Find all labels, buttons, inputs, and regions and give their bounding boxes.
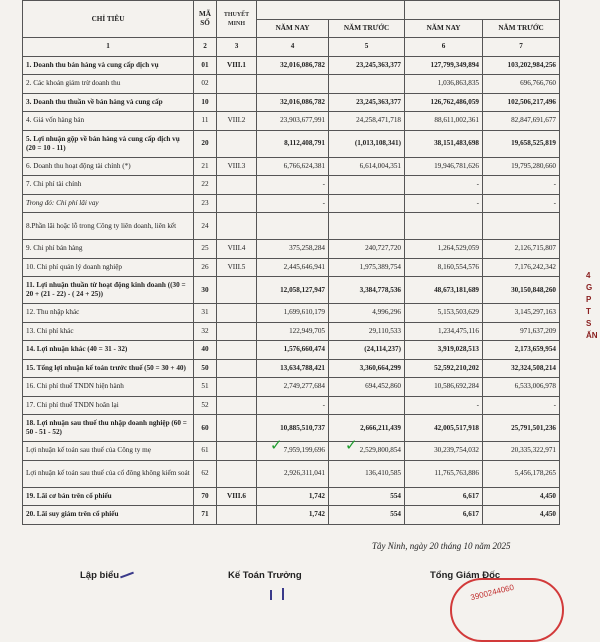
row-code: 01 xyxy=(194,56,217,75)
row-label: 3. Doanh thu thuần về bán hàng và cung cấp xyxy=(23,93,194,112)
place-date: Tây Ninh, ngày 20 tháng 10 năm 2025 xyxy=(372,541,511,551)
row-note: VIII.1 xyxy=(217,56,257,75)
header-chi-tieu: CHỈ TIÊU xyxy=(23,1,194,38)
value-ytd-current: 5,153,503,629 xyxy=(405,304,483,323)
value-ytd-current: 6,617 xyxy=(405,487,483,506)
value-ytd-current: 6,617 xyxy=(405,506,483,525)
column-number: 5 xyxy=(329,38,405,57)
edge-fragment: 4 xyxy=(586,271,591,280)
value-quarter-current: 122,949,705 xyxy=(257,322,329,341)
row-label: 18. Lợi nhuận sau thuế thu nhập doanh nghiệp (60 = 50 - 51 - 52) xyxy=(23,415,194,442)
row-code: 32 xyxy=(194,322,217,341)
value-ytd-current: 1,036,863,835 xyxy=(405,75,483,94)
value-ytd-current: 38,151,483,698 xyxy=(405,130,483,157)
row-code: 26 xyxy=(194,258,217,277)
page-edge-fragments xyxy=(586,270,600,390)
value-quarter-current: 12,058,127,947 xyxy=(257,277,329,304)
value-quarter-prior xyxy=(329,194,405,213)
value-ytd-current: 126,762,486,059 xyxy=(405,93,483,112)
value-quarter-prior: 4,996,296 xyxy=(329,304,405,323)
value-quarter-prior: 554 xyxy=(329,487,405,506)
row-label: 15. Tổng lợi nhuận kế toán trước thuế (50 = 30 + 40) xyxy=(23,359,194,378)
row-note: VIII.6 xyxy=(217,487,257,506)
value-ytd-prior: 32,324,508,214 xyxy=(483,359,560,378)
row-code: 71 xyxy=(194,506,217,525)
column-number: 1 xyxy=(23,38,194,57)
row-label: 2. Các khoản giảm trừ doanh thu xyxy=(23,75,194,94)
table-row xyxy=(23,378,560,397)
row-code: 62 xyxy=(194,460,217,487)
value-ytd-prior xyxy=(483,213,560,240)
row-code: 30 xyxy=(194,277,217,304)
value-ytd-prior: - xyxy=(483,194,560,213)
value-quarter-current: 2,926,311,041 xyxy=(257,460,329,487)
statement-body xyxy=(23,56,560,524)
row-label: 5. Lợi nhuận gộp về bán hàng và cung cấp dịch vụ (20 = 10 - 11) xyxy=(23,130,194,157)
row-code: 40 xyxy=(194,341,217,360)
row-note xyxy=(217,93,257,112)
signer-preparer: Lập biểu xyxy=(80,570,120,581)
row-label: 10. Chi phí quản lý doanh nghiệp xyxy=(23,258,194,277)
value-ytd-prior: 4,450 xyxy=(483,487,560,506)
value-quarter-prior: (24,114,237) xyxy=(329,341,405,360)
header-ytd-group xyxy=(405,1,560,20)
row-label: Trong đó: Chi phí lãi vay xyxy=(23,194,194,213)
row-label: 16. Chi phí thuế TNDN hiện hành xyxy=(23,378,194,397)
header-thuyet-minh xyxy=(217,1,257,38)
value-ytd-prior: 30,150,848,260 xyxy=(483,277,560,304)
row-label: 12. Thu nhập khác xyxy=(23,304,194,323)
row-note xyxy=(217,75,257,94)
value-ytd-current: 11,765,763,886 xyxy=(405,460,483,487)
table-row xyxy=(23,277,560,304)
value-quarter-current: 32,016,086,782 xyxy=(257,56,329,75)
header-thuyet-minh-label: THUYẾT MINH xyxy=(223,12,250,27)
value-quarter-current xyxy=(257,75,329,94)
value-quarter-current: - xyxy=(257,176,329,195)
row-code: 24 xyxy=(194,213,217,240)
column-number: 4 xyxy=(257,38,329,57)
value-quarter-current: 32,016,086,782 xyxy=(257,93,329,112)
row-code: 61 xyxy=(194,442,217,461)
row-note: VIII.4 xyxy=(217,240,257,259)
header-quy-nay: NĂM NAY xyxy=(257,19,329,38)
value-quarter-prior: 23,245,363,377 xyxy=(329,56,405,75)
row-code: 50 xyxy=(194,359,217,378)
row-code: 02 xyxy=(194,75,217,94)
value-ytd-prior: 102,506,217,496 xyxy=(483,93,560,112)
row-label: 4. Giá vốn hàng bán xyxy=(23,112,194,131)
value-ytd-current: - xyxy=(405,194,483,213)
row-label: 6. Doanh thu hoạt động tài chính (*) xyxy=(23,157,194,176)
value-ytd-current xyxy=(405,213,483,240)
row-label: 17. Chi phí thuế TNDN hoãn lại xyxy=(23,396,194,415)
value-ytd-current: 10,586,692,284 xyxy=(405,378,483,397)
column-number: 7 xyxy=(483,38,560,57)
value-quarter-prior: 3,360,664,299 xyxy=(329,359,405,378)
row-code: 21 xyxy=(194,157,217,176)
table-row xyxy=(23,442,560,461)
value-quarter-prior: 29,110,533 xyxy=(329,322,405,341)
row-note xyxy=(217,415,257,442)
table-row xyxy=(23,56,560,75)
value-ytd-current: 52,592,210,202 xyxy=(405,359,483,378)
value-quarter-prior: 2,666,211,439 xyxy=(329,415,405,442)
value-ytd-current: 30,239,754,032 xyxy=(405,442,483,461)
value-ytd-prior: 19,658,525,819 xyxy=(483,130,560,157)
value-ytd-prior: 2,126,715,807 xyxy=(483,240,560,259)
table-row xyxy=(23,396,560,415)
value-ytd-current: 42,005,517,918 xyxy=(405,415,483,442)
table-row xyxy=(23,304,560,323)
row-note xyxy=(217,304,257,323)
value-quarter-prior: 23,245,363,377 xyxy=(329,93,405,112)
table-row xyxy=(23,130,560,157)
value-quarter-prior xyxy=(329,396,405,415)
column-number: 6 xyxy=(405,38,483,57)
row-note xyxy=(217,277,257,304)
row-note xyxy=(217,378,257,397)
header-luy-ke-truoc: NĂM TRƯỚC xyxy=(483,19,560,38)
value-quarter-prior: (1,013,108,341) xyxy=(329,130,405,157)
table-row xyxy=(23,112,560,131)
signature-stroke xyxy=(120,572,134,579)
table-row xyxy=(23,359,560,378)
row-code: 23 xyxy=(194,194,217,213)
row-note xyxy=(217,194,257,213)
value-ytd-prior: 2,173,659,954 xyxy=(483,341,560,360)
value-quarter-current: 13,634,788,421 xyxy=(257,359,329,378)
row-code: 11 xyxy=(194,112,217,131)
table-row xyxy=(23,93,560,112)
row-code: 60 xyxy=(194,415,217,442)
row-label: 19. Lãi cơ bản trên cổ phiếu xyxy=(23,487,194,506)
table-header-row xyxy=(23,1,560,20)
value-quarter-prior xyxy=(329,176,405,195)
value-quarter-current: 1,742 xyxy=(257,506,329,525)
value-ytd-prior: 4,450 xyxy=(483,506,560,525)
value-quarter-prior: 136,410,585 xyxy=(329,460,405,487)
stamp-number: 3900244060 xyxy=(469,582,515,603)
value-ytd-prior: 82,847,691,677 xyxy=(483,112,560,131)
value-ytd-current: - xyxy=(405,396,483,415)
row-label: 13. Chi phí khác xyxy=(23,322,194,341)
row-code: 31 xyxy=(194,304,217,323)
value-quarter-prior: 694,452,860 xyxy=(329,378,405,397)
value-quarter-current: 23,903,677,991 xyxy=(257,112,329,131)
value-ytd-current: 8,160,554,576 xyxy=(405,258,483,277)
value-ytd-prior: 971,637,209 xyxy=(483,322,560,341)
value-ytd-current: 48,673,181,689 xyxy=(405,277,483,304)
row-note xyxy=(217,506,257,525)
value-quarter-current: 7,959,199,696 xyxy=(257,442,329,461)
value-ytd-prior: 5,456,178,265 xyxy=(483,460,560,487)
table-row xyxy=(23,341,560,360)
row-code: 51 xyxy=(194,378,217,397)
row-code: 52 xyxy=(194,396,217,415)
value-ytd-prior: 103,202,984,256 xyxy=(483,56,560,75)
row-note: VIII.2 xyxy=(217,112,257,131)
row-label: 9. Chi phí bán hàng xyxy=(23,240,194,259)
row-code: 22 xyxy=(194,176,217,195)
table-row xyxy=(23,157,560,176)
value-ytd-prior: 19,795,280,660 xyxy=(483,157,560,176)
row-code: 70 xyxy=(194,487,217,506)
value-ytd-current: 1,264,529,059 xyxy=(405,240,483,259)
row-note: VIII.5 xyxy=(217,258,257,277)
value-ytd-current: - xyxy=(405,176,483,195)
income-statement-table xyxy=(22,0,560,525)
signer-general-director: Tổng Giám Đốc xyxy=(430,570,501,581)
value-quarter-current: 8,112,408,791 xyxy=(257,130,329,157)
value-ytd-current: 127,799,349,894 xyxy=(405,56,483,75)
row-note xyxy=(217,341,257,360)
column-number: 3 xyxy=(217,38,257,57)
table-row xyxy=(23,322,560,341)
row-label: 14. Lợi nhuận khác (40 = 31 - 32) xyxy=(23,341,194,360)
value-quarter-current: - xyxy=(257,396,329,415)
row-note xyxy=(217,176,257,195)
row-label: Lợi nhuận kế toán sau thuế của Công ty mẹ xyxy=(23,442,194,461)
value-quarter-current: 6,766,624,381 xyxy=(257,157,329,176)
table-row xyxy=(23,460,560,487)
edge-fragment: ẤN xyxy=(586,331,598,340)
row-note: VIII.3 xyxy=(217,157,257,176)
row-note xyxy=(217,322,257,341)
row-label: 1. Doanh thu bán hàng và cung cấp dịch vụ xyxy=(23,56,194,75)
row-label: 11. Lợi nhuận thuần từ hoạt động kinh doanh ((30 = 20 + (21 - 22) - ( 24 + 25)) xyxy=(23,277,194,304)
value-ytd-prior: 20,335,322,971 xyxy=(483,442,560,461)
header-luy-ke-nay: NĂM NAY xyxy=(405,19,483,38)
value-quarter-prior: 1,975,389,754 xyxy=(329,258,405,277)
header-ma-so: MÃ SỐ xyxy=(194,1,217,38)
value-ytd-prior: 696,766,760 xyxy=(483,75,560,94)
value-ytd-prior: - xyxy=(483,396,560,415)
value-ytd-prior: 7,176,242,342 xyxy=(483,258,560,277)
value-quarter-prior: 3,384,778,536 xyxy=(329,277,405,304)
row-note xyxy=(217,213,257,240)
row-code: 10 xyxy=(194,93,217,112)
edge-fragment: G xyxy=(586,283,593,292)
check-mark-icon: ✓ xyxy=(345,436,358,454)
table-row xyxy=(23,415,560,442)
column-number: 2 xyxy=(194,38,217,57)
value-quarter-current: 2,749,277,684 xyxy=(257,378,329,397)
value-ytd-current: 1,234,475,116 xyxy=(405,322,483,341)
value-quarter-current: 1,742 xyxy=(257,487,329,506)
header-quarter-group xyxy=(257,1,405,20)
value-ytd-prior: 6,533,006,978 xyxy=(483,378,560,397)
table-row xyxy=(23,506,560,525)
table-row xyxy=(23,213,560,240)
value-quarter-current xyxy=(257,213,329,240)
column-number-row xyxy=(23,38,560,57)
edge-fragment: S xyxy=(586,319,592,328)
header-quy-truoc: NĂM TRƯỚC xyxy=(329,19,405,38)
value-ytd-prior: 3,145,297,163 xyxy=(483,304,560,323)
value-quarter-current: 10,885,510,737 xyxy=(257,415,329,442)
table-row xyxy=(23,487,560,506)
table-row xyxy=(23,258,560,277)
check-mark-icon: ✓ xyxy=(270,436,283,454)
signer-chief-accountant: Kế Toán Trưởng xyxy=(228,570,302,581)
value-quarter-prior xyxy=(329,213,405,240)
value-quarter-current: 2,445,646,941 xyxy=(257,258,329,277)
value-quarter-prior: 6,614,004,351 xyxy=(329,157,405,176)
signature-stroke xyxy=(282,588,284,600)
row-code: 25 xyxy=(194,240,217,259)
table-row xyxy=(23,176,560,195)
edge-fragment: P xyxy=(586,295,592,304)
value-quarter-current: 375,258,284 xyxy=(257,240,329,259)
signature-stroke xyxy=(270,590,272,600)
row-label: Lợi nhuận kế toán sau thuế của cổ đông không kiểm soát xyxy=(23,460,194,487)
table-row xyxy=(23,194,560,213)
row-code: 20 xyxy=(194,130,217,157)
value-quarter-prior: 2,529,800,854 xyxy=(329,442,405,461)
value-ytd-current: 19,946,781,626 xyxy=(405,157,483,176)
row-note xyxy=(217,359,257,378)
value-ytd-prior: 25,791,501,236 xyxy=(483,415,560,442)
row-note xyxy=(217,442,257,461)
row-label: 7. Chi phí tài chính xyxy=(23,176,194,195)
value-ytd-prior: - xyxy=(483,176,560,195)
row-note xyxy=(217,460,257,487)
value-quarter-prior: 240,727,720 xyxy=(329,240,405,259)
row-note xyxy=(217,130,257,157)
value-quarter-current: - xyxy=(257,194,329,213)
value-quarter-current: 1,699,610,179 xyxy=(257,304,329,323)
row-label: 20. Lãi suy giảm trên cổ phiếu xyxy=(23,506,194,525)
table-row xyxy=(23,240,560,259)
row-note xyxy=(217,396,257,415)
value-ytd-current: 88,611,002,361 xyxy=(405,112,483,131)
value-quarter-prior xyxy=(329,75,405,94)
table-row xyxy=(23,75,560,94)
value-ytd-current: 3,919,028,513 xyxy=(405,341,483,360)
value-quarter-prior: 24,258,471,718 xyxy=(329,112,405,131)
edge-fragment: T xyxy=(586,307,591,316)
value-quarter-prior: 554 xyxy=(329,506,405,525)
row-label: 8.Phần lãi hoặc lỗ trong Công ty liên doanh, liên kết xyxy=(23,213,194,240)
value-quarter-current: 1,576,660,474 xyxy=(257,341,329,360)
